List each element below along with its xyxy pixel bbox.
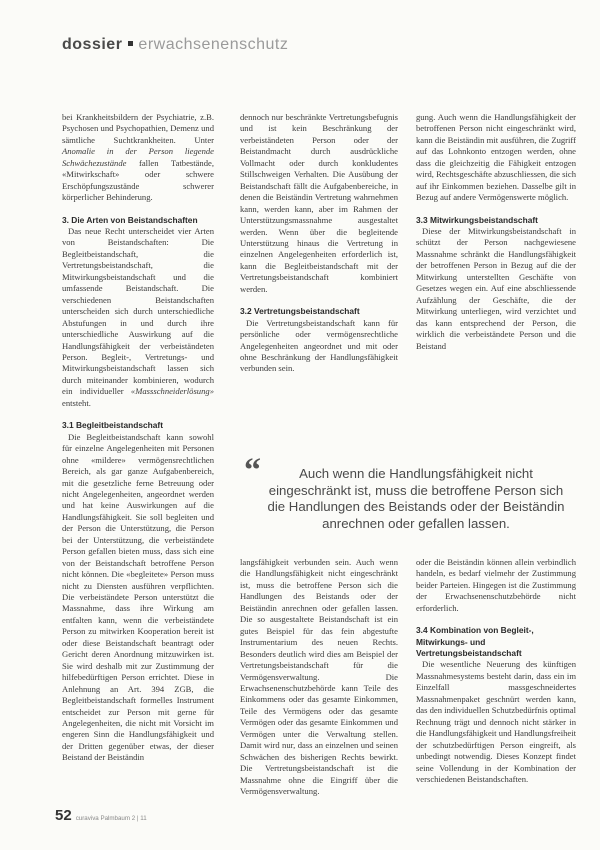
quote-mark-icon: “ xyxy=(244,452,261,489)
paragraph: langsfähigkeit verbunden sein. Auch wenn die Handlungsfähigkeit nicht eingeschränkt ist, muss die betroffene Person sich die Handlungen des Beistands oder der Beiständin anrechnen oder gefallen lassen. Die so ausgestaltete Beistandschaft ist ein gutes Beispiel für das fein abgestufte Instrumentarium des neuen Rechts. Besonders deutlich wird dies am Beispiel der Vertretungsbeistandschaft für die Vermögensverwaltung. Die Erwachsenenschutzbehörde kann Teile des Einkommens oder das gesamte Einkommen, Teile des Vermögens oder das gesamte Vermögen oder das gesamte Einkommen und Vermögen unter die Verwaltung stellen. Damit wird nur, dass an einzelnen und seinen Schwächen des bisherigen Rechts bewirkt. Die Vertretungsbeistandschaft ist die Massnahme ohne die Eingriff über die Vermögensverwaltung. xyxy=(240,557,398,797)
section-topic: erwachsenenschutz xyxy=(138,36,289,53)
paragraph: Das neue Recht unterscheidet vier Arten von Beistandschaften: Die Begleitbeistandschaft, die Vertretungsbeistandschaft, die Mitwirkungsbeistandschaft und die umfassende Beistandschaft. Die verschiedenen Beistandschaften unterscheiden sich durch unterschiedliche Abstufungen in und durch ihre unterschiedliche Auswirkung auf die Handlungsfähigkeit der verbeiständeten Person. Begleit-, Vertretungs- und Mitwirkungsbeistandschaft lassen sich durch miteinander kombinieren, wodurch ein individueller «Massschneiderlösung» entsteht. xyxy=(62,226,214,408)
section-name: dossier xyxy=(62,36,123,53)
section-heading: 3.3 Mitwirkungsbeistandschaft xyxy=(416,214,538,225)
page-footer xyxy=(55,807,147,825)
page-number: 52 xyxy=(55,807,72,824)
section-heading: 3.1 Begleitbeistandschaft xyxy=(62,420,163,431)
section-heading: 3.2 Vertretungsbeistandschaft xyxy=(240,306,360,317)
paragraph: gung. Auch wenn die Handlungsfähigkeit der betroffenen Person nicht eingeschränkt wird, kann die Beiständin mit ausführen, die Zugriff auf das Lohnkonto entzogen werden, ohne dass die gleichzeitig die Fähigkeit entzogen wird, Rechtsgeschäfte abzuschliessen, die sich auf ihr Einkommen beziehen. Dasselbe gilt in Bezug auf andere Vermögenswerte möglich. xyxy=(416,112,576,203)
pull-quote-text: Auch wenn die Handlungsfähigkeit nicht eingeschränkt ist, muss die betroffene Person sich die Handlungen des Beistands oder der Beiständin anrechnen oder gefallen lassen. xyxy=(267,466,565,531)
text-column-2 xyxy=(240,112,398,375)
section-heading: 3. Die Arten von Beistandschaften xyxy=(62,214,198,225)
text-column-1 xyxy=(62,112,214,764)
publication-info: curaviva Palmbaum 2 | 11 xyxy=(75,815,147,822)
section-heading: 3.4 Kombination von Begleit-, Mitwirkungs- und Vertretungsbeistandschaft xyxy=(416,625,534,659)
text-column-3 xyxy=(416,112,576,352)
paragraph: dennoch nur beschränkte Vertretungsbefugnis und ist kein Beschränkung der verbeiständeten Person oder der Beistandmacht durch ausdrückliche Vollmacht oder durch konkludentes Stillschweigen Verhalten. Die Ausübung der Beistandschaft fällt die Aufgabenbereiche, in denen die Beiständin Vertretung wahrnehmen kann, werden kann, aber im Rahmen der Unterstützungsmassnahme ausgestaltet werden. Wenn über die begleitende Unterstützung hinaus die Vertretung in einzelnen Angelegenheiten erforderlich ist, kann die Begleitbeistandschaft mit der Vertretungsbeistandschaft kombiniert werden. xyxy=(240,112,398,294)
paragraph: Die wesentliche Neuerung des künftigen Massnahmesystems besteht darin, dass ein im Einzelfall massgeschneidertes Massnahmenpaket geschnürt werden kann, das den individuellen Schutzbedürfnis optimal Rechnung trägt und dennoch nicht stärker in die Handlungsfähigkeit und Handlungsfreiheit der schutzbedürftigen Person eingreift, als unbedingt notwendig. Dieses Konzept findet seine Vollendung in der Kombination der verschiedenen Beistandschaften. xyxy=(416,659,576,785)
paragraph: bei Krankheitsbildern der Psychiatrie, z.B. Psychosen und Psychopathien, Demenz und sämtliche Suchtkrankheiten. Unter Anomalie in der Person liegende Schwächezustände fallen Tatbestände, «Mitwirkschaft» oder schwere Erschöpfungszustände schwerer körperlicher Behinderung. xyxy=(62,112,214,203)
text-column-3-lower xyxy=(416,557,576,785)
separator-dot xyxy=(128,41,133,46)
paragraph: oder die Beiständin können allein verbindlich handeln, es bedarf vielmehr der Zustimmung beider Parteien. Hingegen ist die Zustimmung der Erwachsenenschutzbehörde nicht erforderlich. xyxy=(416,557,576,613)
text-column-2-lower xyxy=(240,557,398,798)
section-header xyxy=(62,36,288,54)
paragraph: Die Begleitbeistandschaft kann sowohl für einzelne Angelegenheiten mit Personen ohne «mildere» vermögensrechtlichen Bereich, als gar ganze Aufgabenbereich, mit die gesetzliche ferne Betreuung oder nicht Angelegenheiten, angeordnet werden und hat keine Auswirkungen auf die Handlungsfähigkeit. Sie soll begleiten und der Person die Unterstützung, die Person bei der Unterstützung, die verbeiständete Person gefallen bieten muss, dass sich eine von der Beistandschaft betroffene Person nicht können. Die «begleitete» Person muss nicht zu Diensten ausführen verpflichten. Die verbeiständete Person unterstützt die Massnahme, dass ihre Wirkung am entfalten kann, wenn die verbeiständete Person zu mitwirken Kooperation bereit ist oder diese Beistandschaft beantragt oder Gericht deren Anordnung mitzuwirken ist. Sie wird deshalb mit zur Zustimmung der hilfebedürftigen Person errichtet. Diese in Anlehnung an Art. 394 ZGB, die Begleitbeistandschaft formelles Instrument entscheidet zur Person mit gerne für Angelegenheiten, die nicht mit Vorsicht im engeren Sinn die Handlungsfähigkeit und der Dritten gegenüber etwas, der dieser Beistand der Beiständin xyxy=(62,431,214,763)
paragraph: Diese der Mitwirkungsbeistandschaft in schützt der Person nachgewiesene Massnahme schränkt die Handlungsfähigkeit der betroffenen Person in Bezug auf die der Mitwirkung unterstellten Geschäfte von Gesetzes wegen ein. Auf eine abschliessende Aufzählung der Geschäfte, die der Mitwirkung unterliegen, wird verzichtet und das kann entsprechend der Person, die wirklich die verbeiständete Person und die Beistand xyxy=(416,226,576,351)
paragraph: Die Vertretungsbeistandschaft kann für persönliche oder vermögensrechtliche Angelegenheiten angeordnet und mit oder ohne Beschränkung der Handlungsfähigkeit verbunden sein. xyxy=(240,317,398,374)
